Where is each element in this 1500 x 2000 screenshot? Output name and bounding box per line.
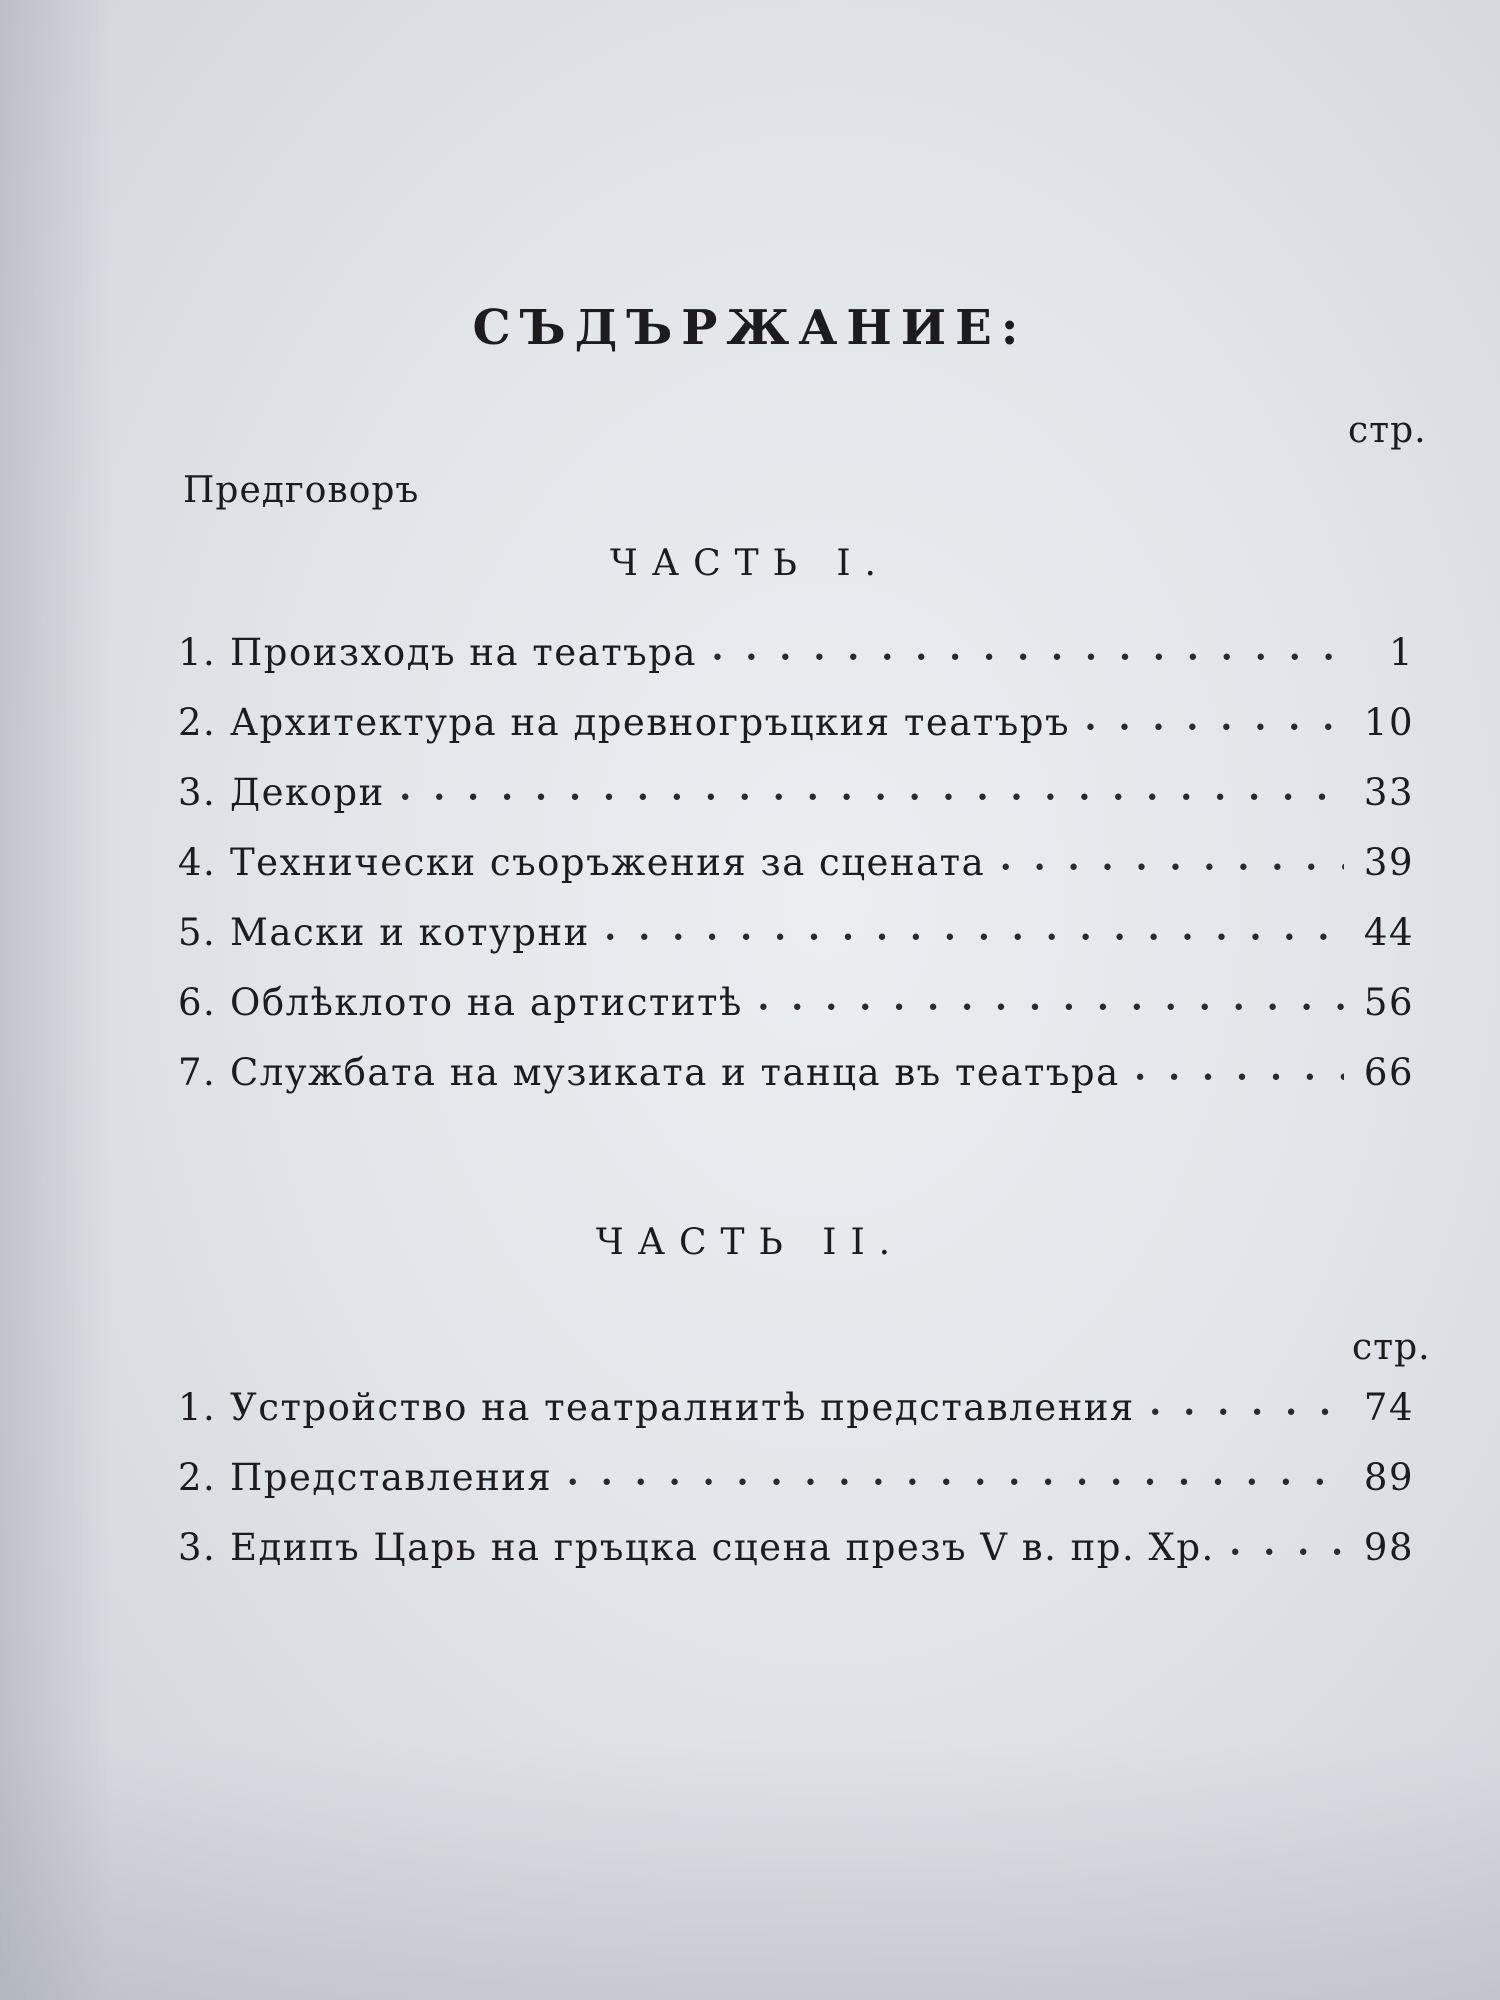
toc-entry-number: 3. (178, 771, 217, 814)
toc-entry-title: Маски и котурни (230, 911, 590, 954)
toc-entry-title: Устройство на театралнитѣ представления (230, 1386, 1135, 1429)
dot-leader (399, 771, 1344, 814)
dot-leader (757, 981, 1344, 1024)
toc-entry-page: 74 (1363, 1386, 1414, 1429)
toc-entry (178, 981, 1414, 1051)
dot-leader (999, 841, 1344, 884)
toc-entry-number: 5. (178, 911, 217, 954)
page-shadow-bottom (0, 1740, 1500, 2000)
toc-entry-title: Облѣклото на артиститѣ (230, 981, 743, 1024)
dot-leader (604, 911, 1344, 954)
toc-entry (178, 631, 1414, 701)
dot-leader (1084, 701, 1344, 744)
toc-entry (178, 841, 1414, 911)
toc-entry-page: 89 (1363, 1456, 1414, 1499)
dot-leader (1149, 1386, 1344, 1429)
toc-entry-number: 4. (178, 841, 217, 884)
toc-entry-number: 6. (178, 981, 217, 1024)
dot-leader (566, 1456, 1344, 1499)
toc-entry-page: 39 (1363, 841, 1414, 884)
dot-leader (711, 631, 1344, 674)
toc-entry-page: 33 (1363, 771, 1414, 814)
toc-entry-page: 1 (1388, 631, 1414, 674)
dot-leader (1229, 1526, 1344, 1569)
toc-entry-page: 44 (1363, 911, 1414, 954)
toc-list-part-1 (178, 631, 1414, 1121)
toc-entry-title: Архитектура на древногръцкия театъръ (230, 701, 1071, 744)
toc-entry-title: Едипъ Царь на гръцка сцена презъ V в. пр. Хр. (230, 1526, 1215, 1569)
toc-entry-page: 10 (1363, 701, 1414, 744)
part-heading-2: ЧАСТЬ II. (595, 1222, 905, 1263)
page-title: СЪДЪРЖАНИЕ: (472, 300, 1028, 356)
toc-entry (178, 1456, 1414, 1526)
toc-entry (178, 1051, 1414, 1121)
toc-list-part-2 (178, 1386, 1414, 1596)
toc-entry-number: 3. (178, 1526, 217, 1569)
toc-entry-title: Представления (230, 1456, 553, 1499)
toc-entry (178, 701, 1414, 771)
toc-entry-title: Произходъ на театъра (230, 631, 697, 674)
toc-entry-number: 2. (178, 701, 217, 744)
toc-entry-number: 1. (178, 1386, 217, 1429)
dot-leader (1134, 1051, 1344, 1094)
page-column-label: стр. (1352, 1327, 1431, 1368)
toc-entry-page: 98 (1363, 1526, 1414, 1569)
toc-entry (178, 1386, 1414, 1456)
page-column-label: стр. (1348, 410, 1427, 451)
foreword-entry: Предговоръ (183, 470, 420, 511)
toc-entry-title: Технически съоръжения за сцената (230, 841, 986, 884)
toc-entry-page: 66 (1363, 1051, 1414, 1094)
toc-entry (178, 1526, 1414, 1596)
part-heading-1: ЧАСТЬ I. (609, 543, 890, 584)
toc-entry-number: 1. (178, 631, 217, 674)
toc-entry (178, 911, 1414, 981)
toc-entry (178, 771, 1414, 841)
toc-entry-title: Декори (230, 771, 385, 814)
toc-entry-page: 56 (1363, 981, 1414, 1024)
toc-entry-title: Службата на музиката и танца въ театъра (230, 1051, 1120, 1094)
toc-entry-number: 2. (178, 1456, 217, 1499)
toc-entry-number: 7. (178, 1051, 217, 1094)
